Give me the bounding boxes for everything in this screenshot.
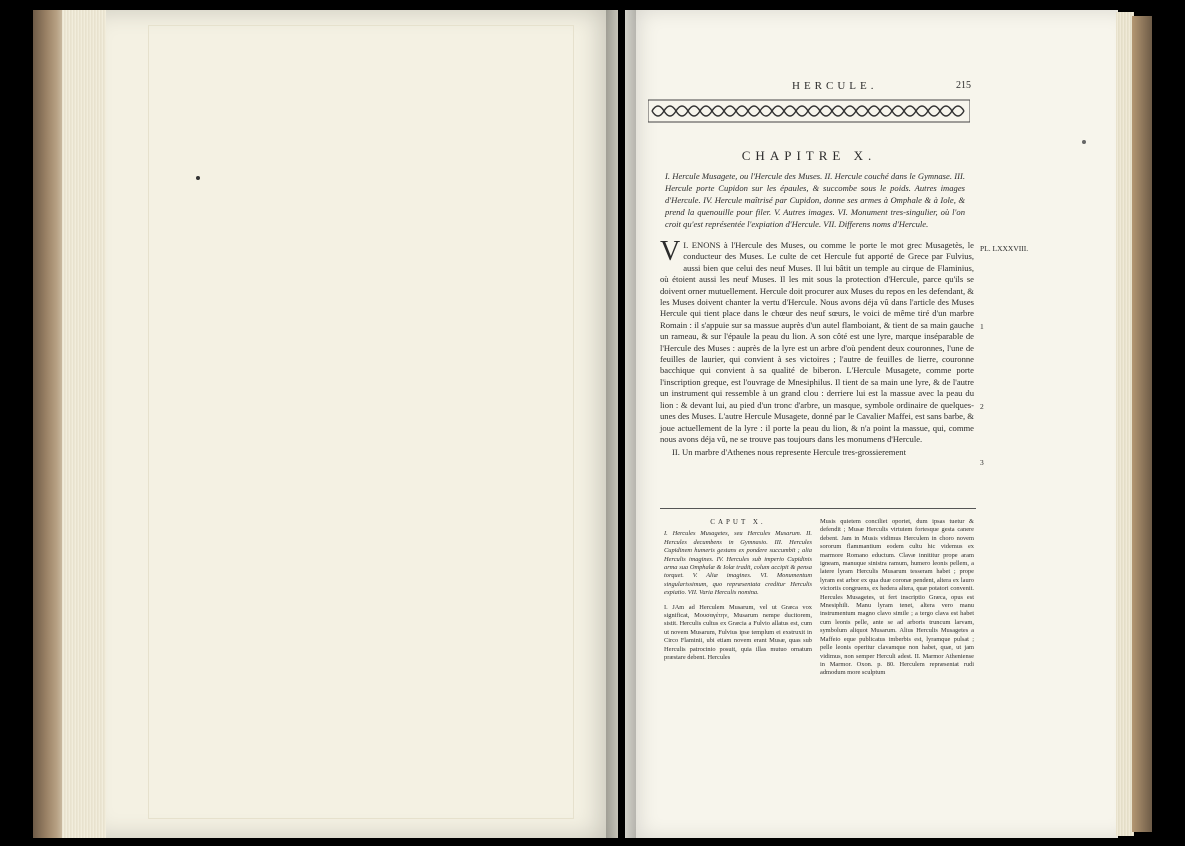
margin-note-1: 1 — [980, 322, 984, 331]
latin-right-column — [820, 518, 974, 678]
para-number: I. — [683, 240, 689, 250]
book-edge-right — [1132, 16, 1152, 832]
drop-cap: V — [660, 236, 681, 267]
latin-text-right: Musis quietem conciliet oportet, dum ipsas tuetur & defendit ; Musæ Herculis virtutem fortesque gesta canere debent. Jam in Musis vidimus Herculem in choro novem sororum flammantium eodem cultu hic videmus ex marmore Romano eductum. Clavæ innititur prope aram igneam, manuque sinistra ramum, humero leonis pellem, a latere lyram Herculis Musarum tesseram habet ; prope lyram est arbor ex qua duæ coronæ pendent, altera ex lauro victoriis congruens, ex hedera altera, quæ potatori convenit. Hercules Musagetes, ut fert inscriptio Græca, opus est Mnesiphili. Manu lyram tenet, altera vero manu instrumentum magno clavo simile ; a tergo clava est habet cum leonis pelle, ante se ad arboris truncum larvam, symbolum aliquot Musarum. Alius Herculis Musagetes a Maffeio eque publicatus imberbis est, lyramque pulsat ; pelle leonis operitur clavamque non habet, quæ, ut jam vidimus, non semper Herculi adest. II. Marmor Atheniense in Marmor. Oxon. p. 80. Herculem repræsentat rudi admodum more sculptum — [820, 518, 974, 677]
running-header: HERCULE. — [792, 80, 878, 92]
paragraph-2: II. Un marbre d'Athenes nous represente Hercule tres-grossierement — [672, 447, 906, 458]
latin-left-column — [664, 518, 812, 663]
latin-summary: I. Hercules Musagetes, seu Hercules Musarum. II. Hercules decumbens in Gymnasio. III. Hercules Cupidinem humeris gestans ex pondere succumbit ; alia Herculis imagines. IV. Hercules sub imperio Cupidinis arma sua Omphalæ & Iolæ tradit, colum accipit & pensa torquet. V. Aliæ imagines. VI. Monumentum singularissimum, quo repræsentata creditur Herculis expiatio. VII. Varia Herculis nomina. — [664, 530, 812, 597]
footnote-rule — [660, 508, 976, 509]
page-number: 215 — [956, 80, 971, 91]
caput-title: CAPUT X. — [710, 518, 766, 526]
margin-plate-ref: PL. LXXXVIII. — [980, 244, 1029, 253]
left-page-speck — [196, 176, 200, 180]
latin-text-left: I. JAm ad Herculem Musarum, vel ut Græca vox significat, Μουσαγέτην, Musarum nempe ducitorem, sistit. Herculis cultus ex Græcia a Fulvio allatus est, cum ut novem Musarum, Fulvius ipse templum ei exstruxit in Circo Flaminii, ubi etiam novem erant Musæ, quas sub Herculis patrocinio posuit, quia illas mutuo ornatum præstare debent. Hercules — [664, 603, 812, 662]
page-stack-left — [62, 10, 110, 838]
chapter-title: CHAPITRE X. — [741, 148, 877, 163]
margin-note-2: 2 — [980, 402, 984, 411]
right-edge-speck — [1082, 140, 1086, 144]
left-page-plate-outline — [148, 25, 574, 819]
book-gutter — [606, 10, 636, 838]
paragraph-1: ENONS à l'Hercule des Muses, ou comme le porte le mot grec Musagetès, le conducteur des Muses. Le culte de cet Hercule fut apporté de Grece par Fulvius, aussi bien que celui des neuf Muses. Il lui bâtit un temple au cirque de Flaminius, où étoient aussi les neuf Muses. Il les mit sous la protection d'Hercule, parce qu'ils se doivent orner mutuellement. Hercule doit procurer aux Muses du repos en les defendant, & les Muses doivent chanter la vertu d'Hercule. Nous avons déja vû dans l'article des Muses Hercule qui tient place dans le chœur des neuf sœurs, le voici de même tiré d'un marbre Romain : il s'appuie sur sa massue auprès d'un autel flamboiant, & tient de sa main gauche un rameau, & sur l'épaule la peau du lion. A son côté est une lyre, marque inséparable de l'Hercule des Muses : auprès de la lyre est un arbre d'où pendent deux couronnes, l'une de feuilles de laurier, qui convient à ses victoires ; l'autre de feuilles de lierre, couronne bacchique qui convient à sa qualité de biberon. L'Hercule Musagete, comme porte l'inscription greque, est l'ouvrage de Mnesiphilus. Il tient de sa main une lyre, & de l'autre un instrument qui ressemble à un grand clou : derriere lui est la massue avec la peau du lion : & devant lui, au pied d'un tronc d'arbre, un masque, symbole ordinaire de quelques-unes des Muses. L'autre Hercule Musagete, donné par le Cavalier Maffei, est sans barbe, & joue actuellement de la lyre : il porte la peau du lion, & n'a point la massue, qui, comme nous avons déja vû, ne se trouve pas toujours dans les monumens d'Hercule. — [660, 240, 974, 444]
ornamental-band — [648, 98, 970, 124]
main-text — [660, 236, 974, 459]
chapter-summary: I. Hercule Musagete, ou l'Hercule des Muses. II. Hercule couché dans le Gymnase. III. Hercule porte Cupidon sur les épaules, & succombe sous le poids. Autres images d'Hercule. IV. Hercule maîtrisé par Cupidon, donne ses armes à Omphale & à Iole, & prend la quenouille pour filer. V. Autres images. VI. Monument tres-singulier, où l'on croit qu'est représentée l'expiation d'Hercule. VII. Differens noms d'Hercule. — [665, 171, 965, 229]
margin-note-3: 3 — [980, 458, 984, 467]
